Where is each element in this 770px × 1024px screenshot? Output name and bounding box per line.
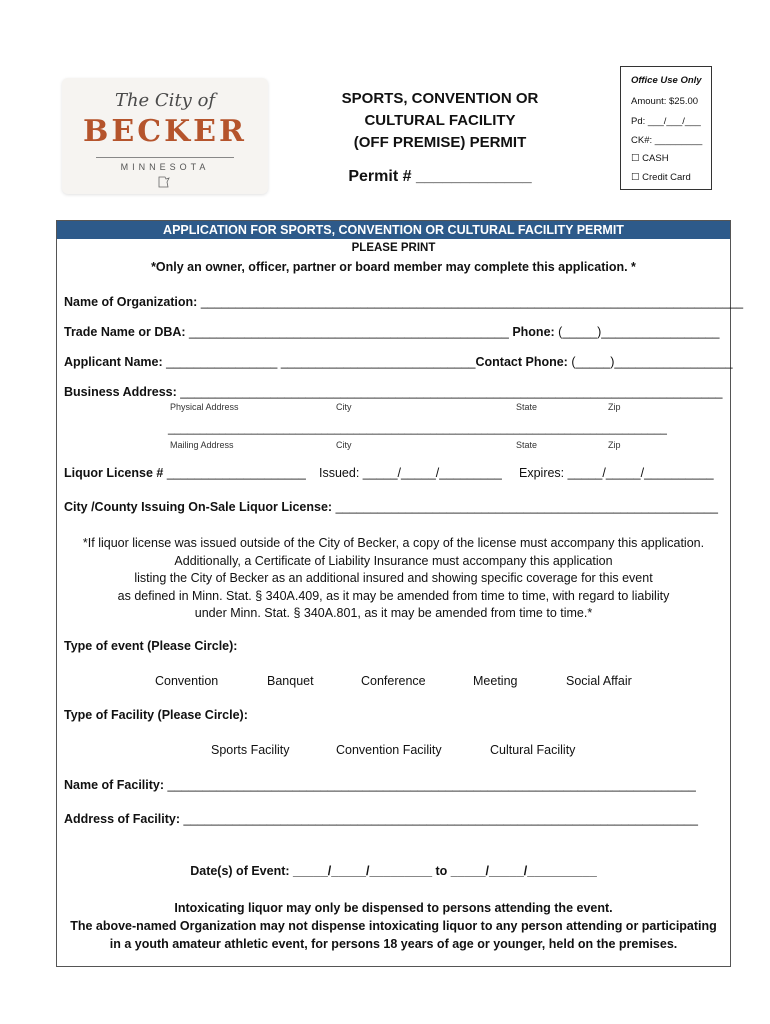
business-address-row [64, 385, 723, 399]
event-option-banquet[interactable]: Banquet [267, 674, 314, 688]
trade-name-row [64, 325, 719, 339]
mailing-city-caption: City [336, 440, 352, 450]
event-dates-field[interactable]: Date(s) of Event: _____/_____/_________ to _____/_____/__________ [190, 864, 597, 878]
event-option-social-affair[interactable]: Social Affair [566, 674, 632, 688]
mailing-address-field[interactable]: ______________________________________________________________________________ [168, 423, 667, 435]
footer-line: in a youth amateur athletic event, for persons 18 years of age or younger, held on the premises. [109, 937, 678, 951]
paragraph-line: *If liquor license was issued outside of the City of Becker, a copy of the license must accompany this application. [82, 536, 705, 550]
contact-phone-field[interactable]: (_____)_________________ [571, 355, 733, 369]
paragraph-line: as defined in Minn. Stat. § 340A.409, as it may be amended from time to time, with regard to liability [117, 588, 670, 603]
footer-line: The above-named Organization may not dispense intoxicating liquor to any person attending or participating [70, 919, 717, 933]
facility-address-row [64, 812, 698, 826]
contact-phone-label: Contact Phone: [475, 355, 568, 369]
facility-name-field[interactable]: ____________________________________________________________________________ [167, 778, 696, 792]
applicant-label: Applicant Name: [64, 355, 163, 369]
permit-number-field[interactable]: Permit # _____________ [348, 168, 532, 185]
please-print-text: PLEASE PRINT [351, 242, 436, 254]
logo-state-text: MINNESOTA [120, 162, 210, 172]
issuing-authority-label: City /County Issuing On-Sale Liquor License: [64, 500, 333, 514]
office-credit-checkbox[interactable]: ☐ Credit Card [631, 172, 691, 183]
event-type-label: Type of event (Please Circle): [64, 639, 238, 653]
office-check-number[interactable]: CK#: _________ [631, 135, 703, 146]
applicant-field[interactable]: ________________ ____________________________ [166, 355, 476, 369]
facility-address-label: Address of Facility: [64, 812, 180, 826]
footer-line: Intoxicating liquor may only be dispensed to persons attending the event. [174, 901, 613, 915]
event-option-conference[interactable]: Conference [361, 674, 426, 688]
business-address-field[interactable]: ______________________________________________________________________________ [180, 385, 723, 399]
facility-type-label: Type of Facility (Please Circle): [64, 708, 248, 722]
business-address-label: Business Address: [64, 385, 177, 399]
event-option-meeting[interactable]: Meeting [473, 674, 518, 688]
facility-option-convention[interactable]: Convention Facility [336, 743, 442, 757]
mailing-zip-caption: Zip [608, 440, 621, 450]
facility-name-label: Name of Facility: [64, 778, 165, 792]
paragraph-line: Additionally, a Certificate of Liability Insurance must accompany this application [174, 553, 613, 568]
liquor-license-label: Liquor License # [64, 466, 164, 480]
trade-name-field[interactable]: ______________________________________________ [189, 325, 509, 339]
mailing-address-caption: Mailing Address [170, 440, 234, 450]
logo-divider [96, 157, 234, 158]
paragraph-line: under Minn. Stat. § 340A.801, as it may be amended from time to time.* [194, 606, 593, 620]
city-caption: City [336, 402, 352, 412]
phone-label: Phone: [512, 325, 555, 339]
applicant-row [64, 355, 733, 369]
liquor-license-row [64, 466, 306, 480]
mailing-state-caption: State [516, 440, 538, 450]
minnesota-outline-icon [158, 176, 170, 188]
organization-label: Name of Organization: [64, 295, 198, 309]
organization-field[interactable]: ______________________________________________________________________________ [200, 295, 744, 309]
expires-date-field[interactable]: Expires: _____/_____/__________ [519, 466, 714, 480]
office-use-box [620, 66, 712, 190]
facility-name-row [64, 778, 696, 792]
title-line-2: CULTURAL FACILITY [364, 112, 516, 129]
footer-notice [56, 899, 731, 953]
title-line-1: SPORTS, CONVENTION OR [341, 90, 539, 107]
title-line-3: (OFF PREMISE) PERMIT [353, 134, 527, 151]
phone-field[interactable]: (_____)_________________ [558, 325, 720, 339]
office-paid-date[interactable]: Pd: ___/___/___ [631, 116, 701, 127]
logo-the-city-text: The City of [114, 90, 216, 111]
city-logo [62, 78, 268, 194]
facility-address-field[interactable]: __________________________________________________________________________ [183, 812, 698, 826]
issued-date-field[interactable]: Issued: _____/_____/_________ [319, 466, 502, 480]
office-cash-checkbox[interactable]: ☐ CASH [631, 153, 669, 164]
issuing-authority-field[interactable]: _______________________________________________________ [335, 500, 718, 514]
issuing-authority-row [64, 500, 718, 514]
office-use-title: Office Use Only [631, 75, 702, 86]
zip-caption: Zip [608, 402, 621, 412]
state-caption: State [516, 402, 538, 412]
facility-option-sports[interactable]: Sports Facility [211, 743, 290, 757]
form-banner: APPLICATION FOR SPORTS, CONVENTION OR CULTURAL FACILITY PERMIT [57, 221, 730, 239]
paragraph-line: listing the City of Becker as an additional insured and showing specific coverage for this event [134, 571, 653, 585]
liquor-license-field[interactable]: ____________________ [166, 466, 306, 480]
logo-name-text: BECKER [83, 114, 247, 149]
document-title [300, 88, 580, 154]
event-option-convention[interactable]: Convention [155, 674, 219, 688]
organization-row [64, 295, 743, 309]
facility-option-cultural[interactable]: Cultural Facility [490, 743, 576, 757]
eligibility-notice: *Only an owner, officer, partner or board member may complete this application. * [151, 260, 636, 274]
office-amount: Amount: $25.00 [631, 96, 699, 107]
trade-name-label: Trade Name or DBA: [64, 325, 186, 339]
insurance-requirements-paragraph [56, 535, 731, 623]
physical-address-caption: Physical Address [170, 402, 239, 412]
